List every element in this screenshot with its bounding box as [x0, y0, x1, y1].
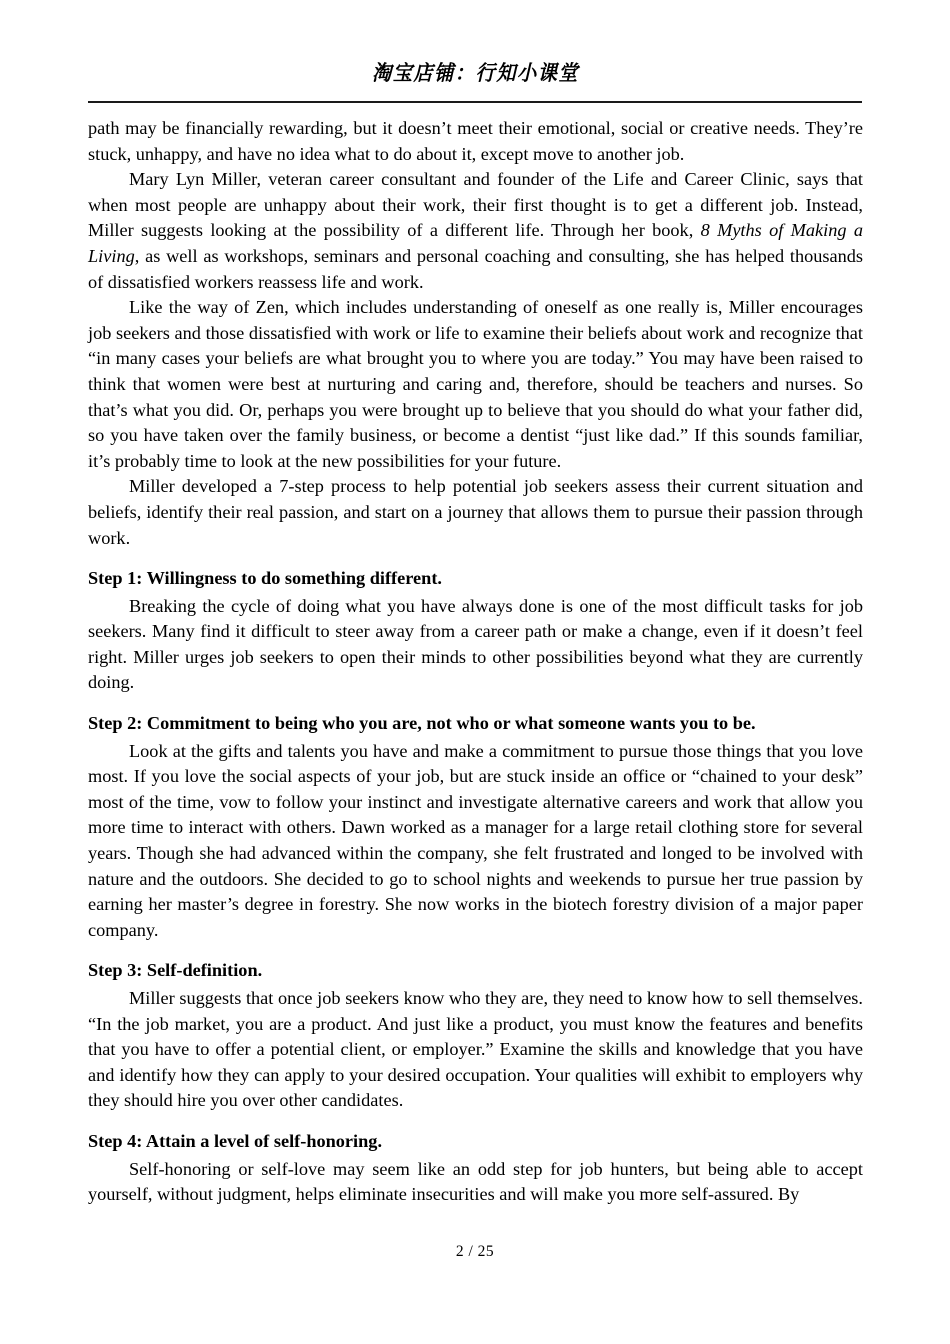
paragraph-text-a: Mary Lyn Miller, veteran career consultant and founder of the Life and Career Clinic, says that when most people are unhappy about their work, their first thought is to get a different job. Instead, Miller suggests looking at the possibility of a different life. Through her book,: [88, 169, 863, 241]
header-title: 淘宝店铺：行知小课堂: [371, 61, 579, 85]
paragraph-step-2-body: Look at the gifts and talents you have and make a commitment to pursue those things that you love most. If you love the social aspects of your job, but are stuck inside an office or “chained to your desk” most of the time, vow to follow your instinct and investigate alternative careers and work that allow you more time to interact with others. Dawn worked as a manager for a large retail clothing store for several years. Though she had advanced within the company, she felt frustrated and longed to be involved with nature and the outdoors. She decided to go to school nights and weekends to pursue her true passion by earning her master’s degree in forestry. She now works in the biotech forestry division of a major paper company.: [88, 740, 863, 940]
running-header: [88, 62, 862, 85]
paragraph-way-of-zen: Like the way of Zen, which includes understanding of oneself as one really is, Miller encourages job seekers and those dissatisfied with work or life to examine their beliefs about work and recognize that “in many cases your beliefs are what brought you to where you are today.” You may have been raised to think that women were best at nurturing and caring and, therefore, should be teachers and nurses. So that’s what you did. Or, perhaps you were brought up to believe that you should do what your father did, so you have taken over the family business, or become a dentist “just like dad.” If this sounds familiar, it’s probably time to look at the new possibilities for your future.: [88, 297, 863, 471]
body-content: [88, 116, 863, 1208]
heading-step-3: Step 3: Self-definition.: [88, 960, 263, 981]
paragraph-continuation: [88, 116, 863, 167]
heading-step-1: Step 1: Willingness to do something different.: [88, 568, 442, 589]
page-number: 2 / 25: [455, 1243, 495, 1260]
paragraph-text: path may be financially rewarding, but it doesn’t meet their emotional, social or creative needs. They’re stuck, unhappy, and have no idea what to do about it, except move to another job.: [88, 118, 863, 164]
paragraph-step-1-body: Breaking the cycle of doing what you have always done is one of the most difficult tasks for job seekers. Many find it difficult to steer away from a career path or make a change, even if it doesn’t feel right. Miller urges job seekers to open their minds to other possibilities beyond what they are currently doing.: [88, 595, 863, 693]
paragraph-seven-step-process: Miller developed a 7-step process to help potential job seekers assess their current situation and beliefs, identify their real passion, and start on a journey that allows them to pursue their passion through work.: [88, 476, 863, 548]
paragraph-step-4-body: Self-honoring or self-love may seem like an odd step for job hunters, but being able to accept yourself, without judgment, helps eliminate insecurities and will make you more self-assured. By: [88, 1158, 863, 1205]
header-divider: [88, 101, 862, 103]
paragraph-text-b: , as well as workshops, seminars and personal coaching and consulting, she has helped thousands of dissatisfied workers reassess life and work.: [88, 245, 863, 292]
paragraph-mary-lyn-miller: [88, 167, 863, 295]
paragraph-step-3-body: Miller suggests that once job seekers know who they are, they need to know how to sell themselves. “In the job market, you are a product. And just like a product, you must know the features and benefits that you have to offer a potential client, or employer.” Examine the skills and knowledge that you have and identify how they can apply to your desired occupation. Your qualities will exhibit to employers why they should hire you over other candidates.: [88, 988, 863, 1111]
book-title: 8 Myths of Making a Living: [88, 220, 863, 266]
running-footer: [88, 1243, 862, 1261]
heading-step-2: Step 2: Commitment to being who you are, not who or what someone wants you to be.: [88, 713, 756, 734]
heading-step-4: Step 4: Attain a level of self-honoring.: [88, 1130, 383, 1151]
